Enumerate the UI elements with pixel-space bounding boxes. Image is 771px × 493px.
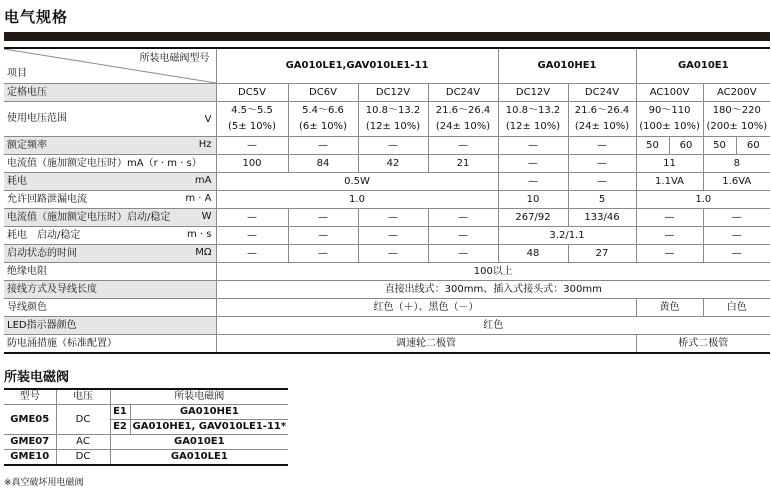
cell: — bbox=[636, 227, 703, 245]
cell bbox=[358, 102, 428, 137]
cell: — bbox=[216, 227, 288, 245]
row-label-text: 使用电压范围 bbox=[7, 113, 67, 124]
cell-value: (24± 10%) bbox=[435, 121, 491, 132]
page-title: 电气规格 bbox=[4, 8, 69, 26]
cell: 调速轮二极管 bbox=[216, 335, 636, 354]
cell: — bbox=[568, 155, 636, 173]
spec-table bbox=[4, 47, 770, 354]
cell: DC5V bbox=[216, 84, 288, 102]
cell: 1.0 bbox=[636, 191, 770, 209]
cell: AC100V bbox=[636, 84, 703, 102]
corner-bottom-label: 项目 bbox=[7, 68, 27, 79]
cell: 白色 bbox=[703, 299, 770, 317]
row-label: 绝缘电阻 bbox=[4, 263, 216, 281]
row-label bbox=[4, 227, 216, 245]
cell: — bbox=[428, 137, 498, 155]
model-header: GA010E1 bbox=[636, 48, 770, 84]
cell: 1.6VA bbox=[703, 173, 770, 191]
row-label: LED指示器颜色 bbox=[4, 317, 216, 335]
cell: — bbox=[216, 137, 288, 155]
row-unit: MΩ bbox=[195, 247, 212, 258]
row-unit: m · A bbox=[185, 193, 212, 204]
cell-value: (12± 10%) bbox=[365, 121, 421, 132]
cell: 红色（＋）、黑色（－） bbox=[216, 299, 636, 317]
cell: 1.0 bbox=[216, 191, 498, 209]
row-label: 电流值（施加额定电压时）mA（r · m · s） bbox=[4, 155, 216, 173]
row-label bbox=[4, 137, 216, 155]
section-title: 所装电磁阀 bbox=[4, 370, 70, 385]
cell: — bbox=[498, 173, 568, 191]
cell: 红色 bbox=[216, 317, 770, 335]
cell: 11 bbox=[636, 155, 703, 173]
row-label: 接线方式及导线长度 bbox=[4, 281, 216, 299]
valve-table-wrap bbox=[4, 388, 288, 466]
valve-cell: GA010E1 bbox=[110, 435, 288, 450]
cell-value: 10.8～13.2 bbox=[505, 105, 561, 116]
cell: DC12V bbox=[498, 84, 568, 102]
cell-value: (200± 10%) bbox=[706, 121, 768, 132]
cell-value: 90～110 bbox=[648, 105, 691, 116]
voltage-cell: DC bbox=[56, 405, 110, 435]
cell: 60 bbox=[669, 137, 703, 155]
model-cell: GME10 bbox=[4, 450, 56, 466]
cell-value: 21.6～26.4 bbox=[435, 105, 491, 116]
cell: 黄色 bbox=[636, 299, 703, 317]
model-cell: GME05 bbox=[4, 405, 56, 435]
cell: — bbox=[288, 209, 358, 227]
cell: 100 bbox=[216, 155, 288, 173]
cell: — bbox=[358, 137, 428, 155]
cell: 21 bbox=[428, 155, 498, 173]
cell: — bbox=[636, 245, 703, 263]
header-cell: 型号 bbox=[4, 389, 56, 405]
spec-table-wrap bbox=[4, 47, 770, 354]
voltage-cell: AC bbox=[56, 435, 110, 450]
cell: — bbox=[358, 227, 428, 245]
cell: DC6V bbox=[288, 84, 358, 102]
row-unit: Hz bbox=[198, 139, 212, 150]
valve-cell: GA010LE1 bbox=[110, 450, 288, 466]
cell-value: (12± 10%) bbox=[505, 121, 561, 132]
cell: 42 bbox=[358, 155, 428, 173]
row-unit: W bbox=[201, 211, 212, 222]
cell: — bbox=[428, 209, 498, 227]
cell: 桥式二极管 bbox=[636, 335, 770, 354]
model-header: GA010LE1,GAV010LE1-11 bbox=[216, 48, 498, 84]
cell: 100以上 bbox=[216, 263, 770, 281]
cell: — bbox=[358, 245, 428, 263]
cell bbox=[216, 102, 288, 137]
cell: — bbox=[498, 155, 568, 173]
row-label bbox=[4, 191, 216, 209]
cell bbox=[568, 102, 636, 137]
cell: DC24V bbox=[568, 84, 636, 102]
cell: DC24V bbox=[428, 84, 498, 102]
cell: — bbox=[288, 137, 358, 155]
cell bbox=[428, 102, 498, 137]
cell-value: 4.5～5.5 bbox=[231, 105, 273, 116]
code-cell: E1 bbox=[110, 405, 130, 420]
row-unit: V bbox=[204, 114, 212, 125]
row-label-text: 启动状态的时间 bbox=[7, 247, 77, 259]
cell: 8 bbox=[703, 155, 770, 173]
cell bbox=[636, 102, 703, 137]
cell: — bbox=[216, 209, 288, 227]
row-label bbox=[4, 173, 216, 191]
cell: — bbox=[636, 209, 703, 227]
row-label bbox=[4, 245, 216, 263]
model-cell: GME07 bbox=[4, 435, 56, 450]
row-unit: m · s bbox=[187, 229, 212, 240]
corner-cell bbox=[4, 48, 216, 84]
cell: — bbox=[358, 209, 428, 227]
row-label-text: 额定频率 bbox=[7, 139, 47, 151]
valve-table bbox=[4, 388, 288, 466]
row-label: 导线颜色 bbox=[4, 299, 216, 317]
header-cell: 所装电磁阀 bbox=[110, 389, 288, 405]
row-label-text: 耗电 启动/稳定 bbox=[7, 229, 81, 241]
cell: — bbox=[216, 245, 288, 263]
row-label-text: 耗电 bbox=[7, 175, 27, 187]
cell: — bbox=[568, 173, 636, 191]
cell-value: 180～220 bbox=[712, 105, 761, 116]
cell: DC12V bbox=[358, 84, 428, 102]
header-cell: 电压 bbox=[56, 389, 110, 405]
cell: — bbox=[498, 137, 568, 155]
cell: 5 bbox=[568, 191, 636, 209]
corner-top-label: 所装电磁阀型号 bbox=[139, 53, 210, 64]
cell: 3.2/1.1 bbox=[498, 227, 636, 245]
row-label bbox=[4, 209, 216, 227]
cell: — bbox=[428, 245, 498, 263]
cell: 267/92 bbox=[498, 209, 568, 227]
cell-value: 10.8～13.2 bbox=[365, 105, 421, 116]
row-label-text: 允许回路泄漏电流 bbox=[7, 193, 87, 205]
cell-value: 21.6～26.4 bbox=[574, 105, 630, 116]
cell bbox=[703, 102, 770, 137]
cell-value: (6± 10%) bbox=[299, 121, 347, 132]
valve-cell: GA010HE1 bbox=[130, 405, 288, 420]
cell: AC200V bbox=[703, 84, 770, 102]
row-label: 定格电压 bbox=[4, 84, 216, 102]
row-label-text: 电流值（施加额定电压时）启动/稳定 bbox=[7, 211, 171, 223]
cell-value: (100± 10%) bbox=[639, 121, 700, 132]
cell: — bbox=[703, 209, 770, 227]
model-header: GA010HE1 bbox=[498, 48, 636, 84]
valve-cell: GA010HE1, GAV010LE1-11* bbox=[130, 420, 288, 435]
cell-value: 5.4～6.6 bbox=[302, 105, 344, 116]
row-label bbox=[4, 102, 216, 137]
cell: 1.1VA bbox=[636, 173, 703, 191]
row-label: 防电涌措施（标准配置） bbox=[4, 335, 216, 354]
cell-value: (24± 10%) bbox=[574, 121, 630, 132]
cell: — bbox=[568, 137, 636, 155]
cell: 133/46 bbox=[568, 209, 636, 227]
cell: 27 bbox=[568, 245, 636, 263]
cell bbox=[498, 102, 568, 137]
cell-value: (5± 10%) bbox=[228, 121, 276, 132]
footnote: ※真空破坏用电磁阀 bbox=[4, 478, 84, 488]
cell: 48 bbox=[498, 245, 568, 263]
cell: — bbox=[428, 227, 498, 245]
cell: 50 bbox=[703, 137, 736, 155]
title-rule bbox=[4, 32, 770, 41]
row-unit: mA bbox=[194, 175, 212, 186]
cell: 50 bbox=[636, 137, 669, 155]
code-cell: E2 bbox=[110, 420, 130, 435]
cell bbox=[288, 102, 358, 137]
cell: — bbox=[288, 245, 358, 263]
cell: — bbox=[703, 227, 770, 245]
cell: 84 bbox=[288, 155, 358, 173]
cell: 0.5W bbox=[216, 173, 498, 191]
cell: — bbox=[703, 245, 770, 263]
cell: 10 bbox=[498, 191, 568, 209]
cell: 60 bbox=[736, 137, 770, 155]
voltage-cell: DC bbox=[56, 450, 110, 466]
cell: 直接出线式：300mm、插入式接头式：300mm bbox=[216, 281, 770, 299]
cell: — bbox=[288, 227, 358, 245]
